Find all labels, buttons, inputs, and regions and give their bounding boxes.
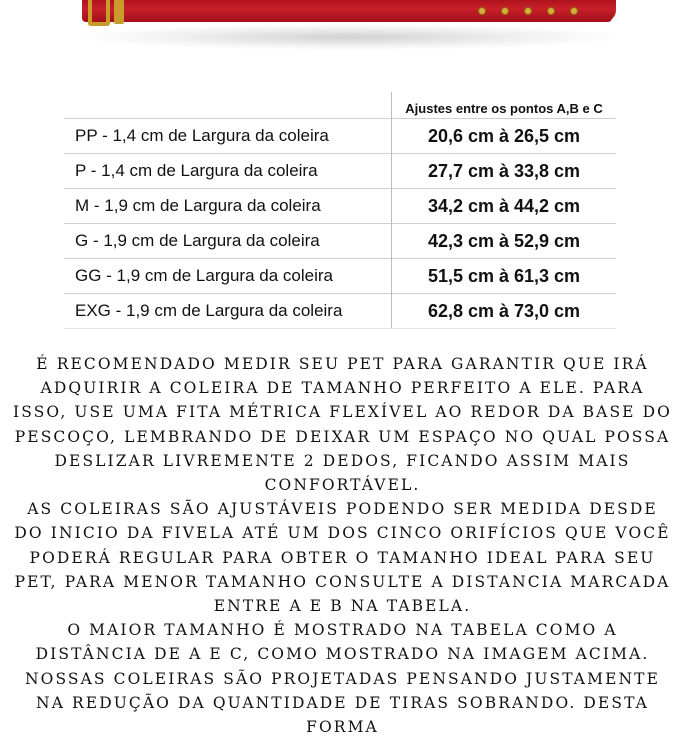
size-range: 62,8 cm à 73,0 cm [392, 294, 617, 329]
collar-hole [525, 8, 531, 14]
instructions-paragraph-1: É RECOMENDADO MEDIR SEU PET PARA GARANTIR QUE IRÁ ADQUIRIR A COLEIRA DE TAMANHO PERFEITO A ELE. PARA ISSO, USE UMA FITA MÉTRICA FLEXÍVEL AO REDOR DA BASE DO PESCOÇO, LEMBRANDO DE DEIXAR UM ESPAÇO NO QUAL POSSA DESLIZAR LIVREMENTE 2 DEDOS, FICANDO ASSIM MAIS CONFORTÁVEL. [13, 355, 672, 495]
table-row [64, 189, 616, 224]
buckle-keeper [114, 0, 124, 24]
table-header-adjust: Ajustes entre os pontos A,B e C [392, 92, 617, 119]
collar-product-image [0, 0, 685, 60]
collar-hole [571, 8, 577, 14]
table-row [64, 119, 616, 154]
size-name: PP - 1,4 cm de Largura da coleira [64, 119, 392, 154]
size-range: 34,2 cm à 44,2 cm [392, 189, 617, 224]
size-name: EXG - 1,9 cm de Largura da coleira [64, 294, 392, 329]
size-name: G - 1,9 cm de Largura da coleira [64, 224, 392, 259]
size-name: GG - 1,9 cm de Largura da coleira [64, 259, 392, 294]
table-row [64, 154, 616, 189]
collar-hole [502, 8, 508, 14]
collar-strap [82, 0, 612, 22]
collar-hole [548, 8, 554, 14]
table-row [64, 294, 616, 329]
size-name: P - 1,4 cm de Largura da coleira [64, 154, 392, 189]
table-row [64, 224, 616, 259]
size-table [64, 92, 616, 329]
instructions-paragraph-3: O MAIOR TAMANHO É MOSTRADO NA TABELA COMO A DISTÂNCIA DE A E C, COMO MOSTRADO NA IMAGEM ACIMA. NOSSAS COLEIRAS SÃO PROJETADAS PENSANDO JUSTAMENTE NA REDUÇÃO DA QUANTIDADE DE TIRAS SOBRANDO. DESTA FORMA [24, 621, 661, 737]
table-row [64, 259, 616, 294]
table-header-blank [64, 92, 392, 119]
size-name: M - 1,9 cm de Largura da coleira [64, 189, 392, 224]
size-range: 20,6 cm à 26,5 cm [392, 119, 617, 154]
size-range: 27,7 cm à 33,8 cm [392, 154, 617, 189]
collar-tip [596, 0, 616, 22]
instructions-paragraph-2: AS COLEIRAS SÃO AJUSTÁVEIS PODENDO SER MEDIDA DESDE DO INICIO DA FIVELA ATÉ UM DOS CINCO ORIFÍCIOS QUE VOCÊ PODERÁ REGULAR PARA OBTER O TAMANHO IDEAL PARA SEU PET, PARA MENOR TAMANHO CONSULTE A DISTANCIA MARCADA ENTRE A E B NA TABELA. [14, 500, 671, 616]
collar-shadow [80, 24, 620, 50]
measurement-instructions [12, 352, 673, 739]
collar-hole [479, 8, 485, 14]
size-range: 51,5 cm à 61,3 cm [392, 259, 617, 294]
size-range: 42,3 cm à 52,9 cm [392, 224, 617, 259]
buckle-icon [88, 0, 110, 26]
